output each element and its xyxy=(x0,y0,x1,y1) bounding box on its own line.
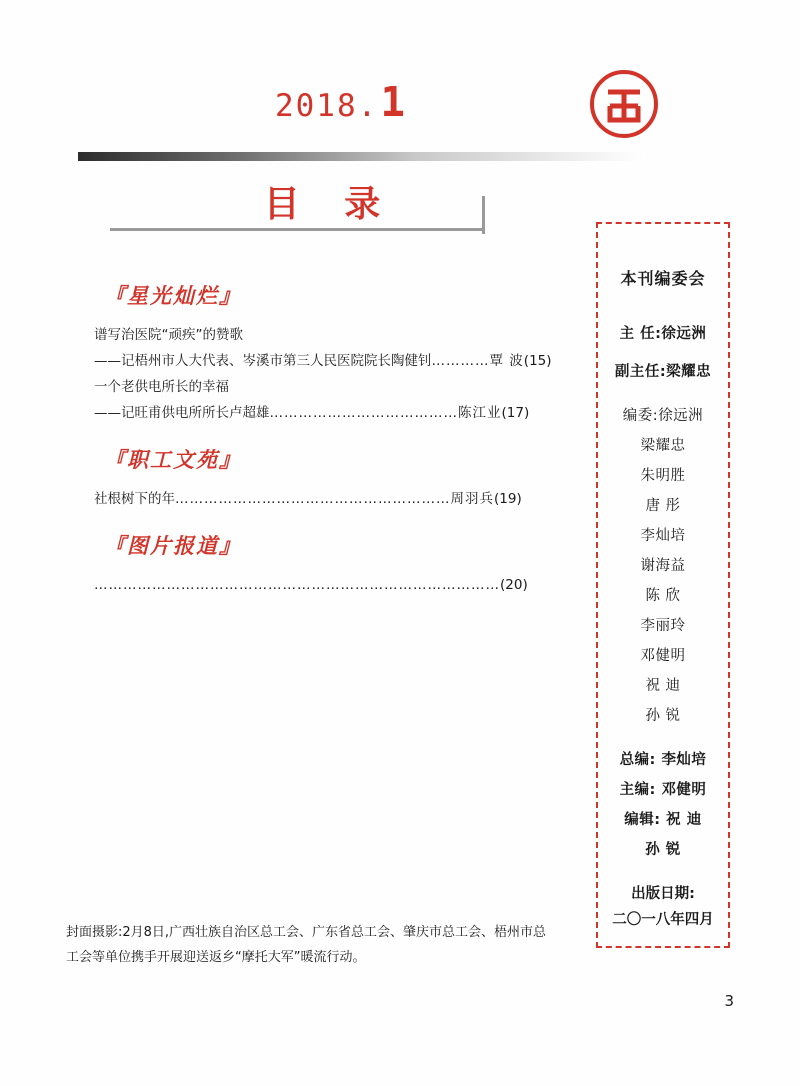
entry-line-title: 谱写治医院“顽疾”的赞歌 xyxy=(94,327,243,343)
editorial-director-label: 主 任: xyxy=(619,326,662,342)
committee-row xyxy=(606,461,720,491)
committee-row xyxy=(606,581,720,611)
issue-year: 2018. xyxy=(274,88,379,124)
committee-member: 陈 欣 xyxy=(645,588,681,604)
committee-member: 徐远洲 xyxy=(658,408,704,424)
cover-photo-note-line1: 封面摄影:2月8日,广西壮族自治区总工会、广东省总工会、肇庆市总工会、梧州市总 xyxy=(66,925,547,940)
section-heading: 『图片报道』 xyxy=(104,533,242,558)
committee-row xyxy=(606,671,720,701)
toc-section xyxy=(66,280,576,426)
committee-member: 邓健明 xyxy=(640,648,686,664)
entry-line-sub xyxy=(94,400,576,426)
editorial-board-content xyxy=(600,226,726,944)
committee-member: 李灿培 xyxy=(640,528,686,544)
entry-page: (15) xyxy=(523,353,552,369)
issue-line xyxy=(0,78,800,126)
committee-row xyxy=(606,641,720,671)
toc-title-text: 目 录 xyxy=(263,183,397,225)
entry-line-sub xyxy=(94,486,576,512)
editorial-deputy-label: 副主任: xyxy=(614,364,667,380)
entry-dots: ………………………………… xyxy=(269,405,458,421)
editorial-deputy-name: 梁耀忠 xyxy=(666,364,712,380)
entry-author: 周羽兵 xyxy=(450,491,494,507)
list-item[interactable] xyxy=(94,572,576,598)
entry-page: (20) xyxy=(500,577,528,593)
section-heading: 『星光灿烂』 xyxy=(104,283,242,308)
committee-member: 朱明胜 xyxy=(640,468,686,484)
editor-row xyxy=(606,775,720,805)
editorial-director-name: 徐远洲 xyxy=(661,326,707,342)
entry-page: (17) xyxy=(501,405,530,421)
entry-line-sub xyxy=(94,572,576,598)
editor-label: 主编: xyxy=(619,782,656,798)
editor-name: 邓健明 xyxy=(661,782,707,798)
publish-date-block xyxy=(606,881,720,933)
staff-editor-name: 祝 迪 xyxy=(666,812,702,828)
entry-dots: ………………………………………………… xyxy=(175,491,451,507)
toc-section xyxy=(66,530,576,598)
toc-underline xyxy=(110,228,484,231)
list-item[interactable] xyxy=(94,374,576,426)
list-item[interactable] xyxy=(94,486,576,512)
entry-dots: ………………………………………………………………………… xyxy=(94,577,500,593)
committee-member: 梁耀忠 xyxy=(640,438,686,454)
committee-row xyxy=(606,701,720,731)
toc-tick-mark xyxy=(482,196,485,234)
entry-text: ——记旺甫供电所所长卢超雄 xyxy=(94,405,270,421)
committee-row xyxy=(606,551,720,581)
toc-content xyxy=(66,262,576,604)
cover-photo-note-line2: 工会等单位携手开展迎送返乡“摩托大军”暖流行动。 xyxy=(66,950,366,965)
staff-editor-name: 孙 锐 xyxy=(645,842,681,858)
committee-row xyxy=(606,521,720,551)
committee-member: 谢海益 xyxy=(640,558,686,574)
staff-editor-row xyxy=(606,835,720,865)
editorial-director-row xyxy=(606,319,720,349)
committee-row xyxy=(606,491,720,521)
staff-editor-label: 编辑: xyxy=(624,812,661,828)
chief-editor-row xyxy=(606,745,720,775)
editorial-board-title: 本刊编委会 xyxy=(620,269,706,288)
entry-line-sub xyxy=(94,348,576,374)
committee-row xyxy=(606,611,720,641)
publish-date-label: 出版日期: xyxy=(631,886,695,902)
union-emblem-logo xyxy=(588,68,660,140)
committee-member: 祝 迪 xyxy=(645,678,681,694)
toc-section xyxy=(66,444,576,512)
chief-editor-label: 总编: xyxy=(619,752,656,768)
cover-photo-note xyxy=(66,920,566,970)
staff-editor-row xyxy=(606,805,720,835)
header-divider xyxy=(78,152,644,161)
entry-author: 陈江业 xyxy=(458,405,502,421)
list-item[interactable] xyxy=(94,322,576,374)
committee-member: 孙 锐 xyxy=(645,708,681,724)
entry-line-title: 一个老供电所长的幸福 xyxy=(94,379,229,395)
committee-first-row xyxy=(606,401,720,431)
entry-text: 社根树下的年 xyxy=(94,491,175,507)
entry-page: (19) xyxy=(494,491,522,507)
editorial-deputy-row xyxy=(606,357,720,387)
section-heading: 『职工文苑』 xyxy=(104,447,242,472)
entry-dots: ………… xyxy=(431,353,490,369)
chief-editor-name: 李灿培 xyxy=(661,752,707,768)
page-number: 3 xyxy=(724,992,734,1010)
publish-date-value: 二〇一八年四月 xyxy=(612,912,714,928)
entry-author: 覃 波 xyxy=(489,353,524,369)
committee-label: 编委: xyxy=(622,408,659,424)
issue-number: 1 xyxy=(380,78,405,126)
entry-text: ——记梧州市人大代表、岑溪市第三人民医院院长陶健钊 xyxy=(94,353,432,369)
committee-member: 李丽玲 xyxy=(640,618,686,634)
committee-row xyxy=(606,431,720,461)
committee-member: 唐 彤 xyxy=(645,498,681,514)
